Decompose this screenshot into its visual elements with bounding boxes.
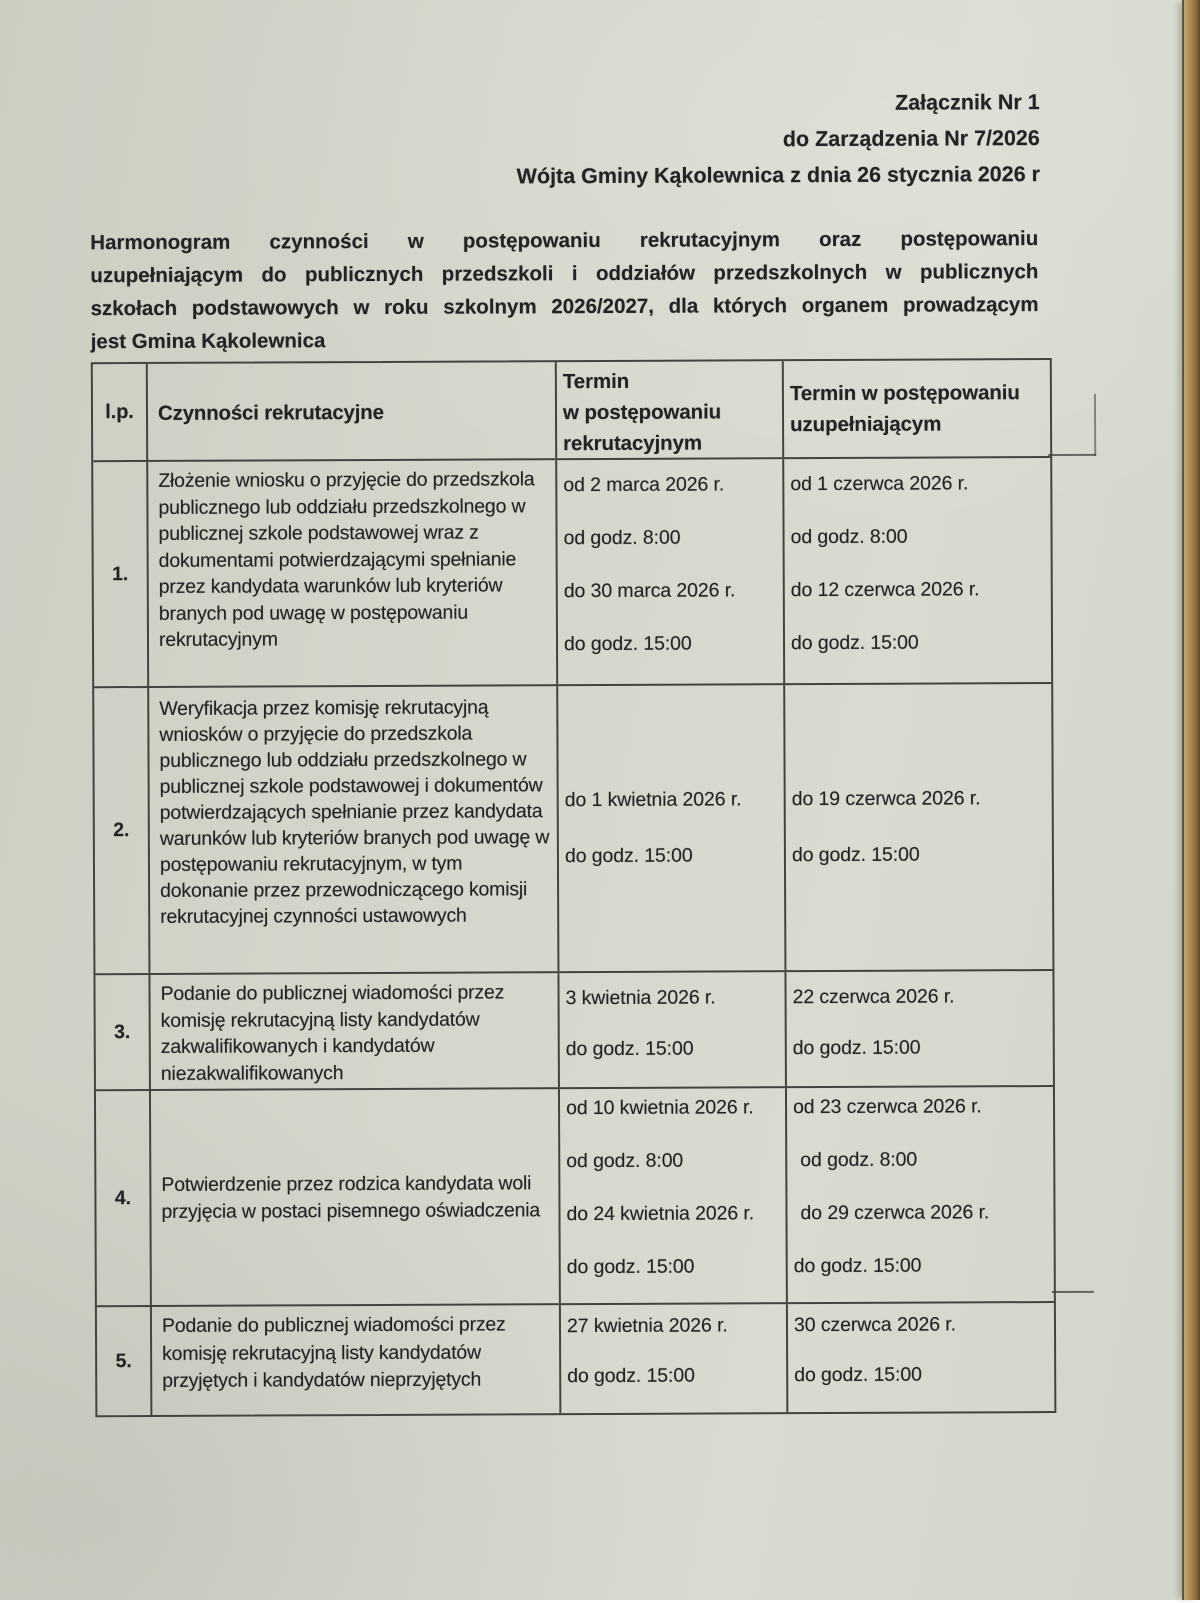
term-recruitment-cell xyxy=(559,1304,786,1413)
activity-cell: Złożenie wniosku o przyjęcie do przedszkola publicznego lub oddziału przedszkolnego w publicznej szkole podstawowej wraz z dokumentami potwierdzającymi spełnianie przez kandydata warunków lub kryteriów branych pod uwagę w postępowaniu rekrutacyjnym xyxy=(146,460,556,686)
date-line: 27 kwietnia 2026 r. xyxy=(566,1314,728,1338)
scan-artifact-line xyxy=(1048,454,1096,456)
date-line: do godz. 15:00 xyxy=(794,1363,922,1387)
table-row xyxy=(93,456,1051,686)
header-activities: Czynności rekrutacyjne xyxy=(146,362,555,460)
attachment-header xyxy=(0,84,1040,197)
date-line: od godz. 8:00 xyxy=(563,526,681,550)
table-row xyxy=(96,1085,1054,1305)
date-line: do godz. 15:00 xyxy=(791,843,920,867)
header-term-recruitment: Termin w postępowaniu rekrutacyjnym xyxy=(555,361,782,458)
header-lp: l.p. xyxy=(105,400,134,423)
title-line: uzupełniającym do publicznych przedszkoli i oddziałów przedszkolnych w publicznych xyxy=(90,260,1039,288)
date-line: od 23 czerwca 2026 r. xyxy=(792,1095,982,1119)
row-number: 1. xyxy=(112,562,129,585)
table-row xyxy=(97,1301,1054,1415)
term-supplementary-cell xyxy=(785,1087,1050,1302)
term-supplementary-cell xyxy=(784,971,1048,1086)
title-line: jest Gmina Kąkolewnica xyxy=(90,329,326,354)
date-line: od 1 czerwca 2026 r. xyxy=(790,472,969,496)
date-line: do 1 kwietnia 2026 r. xyxy=(564,788,742,812)
date-line: do godz. 15:00 xyxy=(790,631,919,655)
header-term-supplementary-text: Termin w postępowaniu uzupełniającym xyxy=(789,381,1020,437)
scan-artifact-line xyxy=(1094,394,1096,456)
activity-cell: Potwierdzenie przez rodzica kandydata woli przyjęcia w postaci pisemnego oświadczenia xyxy=(149,1089,559,1305)
date-line: 3 kwietnia 2026 r. xyxy=(565,986,716,1010)
date-line: do 29 czerwca 2026 r. xyxy=(800,1201,990,1225)
term-recruitment-cell xyxy=(557,972,784,1087)
date-line: do godz. 15:00 xyxy=(563,632,692,656)
ordinance-reference: do Zarządzenia Nr 7/2026 xyxy=(782,126,1040,152)
term-recruitment-cell xyxy=(555,459,783,684)
date-line: do 19 czerwca 2026 r. xyxy=(791,787,981,811)
scan-artifact-line xyxy=(1052,1291,1094,1293)
date-line: do godz. 15:00 xyxy=(792,1036,921,1060)
activity-cell: Podanie do publicznej wiadomości przez komisję rekrutacyjną listy kandydatów zakwalifikowanych i kandydatów niezakwalifikowanych xyxy=(148,973,557,1089)
row-number: 3. xyxy=(114,1020,131,1043)
row-number: 4. xyxy=(114,1186,132,1209)
schedule-table xyxy=(91,358,1057,1417)
date-line: do godz. 15:00 xyxy=(566,1255,695,1279)
date-line: do godz. 15:00 xyxy=(565,1037,694,1061)
term-recruitment-cell xyxy=(556,685,784,971)
date-line: 22 czerwca 2026 r. xyxy=(792,985,955,1009)
attachment-number: Załącznik Nr 1 xyxy=(895,90,1040,115)
date-line: 30 czerwca 2026 r. xyxy=(793,1313,956,1337)
title-line: Harmonogram czynności w postępowaniu rekrutacyjnym oraz postępowaniu xyxy=(90,227,1039,255)
date-line: do godz. 15:00 xyxy=(564,844,693,868)
table-row xyxy=(95,969,1052,1089)
desk-edge xyxy=(1182,0,1200,1600)
title-line: szkołach podstawowych w roku szkolnym 2026/2027, dla których organem prowadzącym xyxy=(90,293,1039,321)
term-recruitment-cell xyxy=(558,1088,786,1303)
date-line: do 12 czerwca 2026 r. xyxy=(790,578,980,602)
date-line: do 30 marca 2026 r. xyxy=(563,579,736,603)
table-row xyxy=(94,682,1052,973)
header-term-supplementary xyxy=(782,360,1046,457)
date-line: od godz. 8:00 xyxy=(566,1149,684,1173)
term-supplementary-cell xyxy=(783,684,1048,970)
term-supplementary-cell xyxy=(782,458,1047,683)
term-supplementary-cell xyxy=(786,1303,1050,1412)
row-number: 2. xyxy=(113,819,130,842)
activity-cell: Podanie do publicznej wiadomości przez komisję rekrutacyjną listy kandydatów przyjętych i kandydatów nieprzyjętych xyxy=(150,1305,559,1415)
date-line: do 24 kwietnia 2026 r. xyxy=(566,1202,755,1226)
date-line: do godz. 15:00 xyxy=(793,1254,922,1278)
document-title-paragraph xyxy=(90,222,1039,358)
issuing-authority: Wójta Gminy Kąkolewnica z dnia 26 stycznia 2026 r xyxy=(516,162,1041,189)
date-line: od 2 marca 2026 r. xyxy=(563,473,725,497)
date-line: od godz. 8:00 xyxy=(800,1148,918,1172)
date-line: do godz. 15:00 xyxy=(567,1364,695,1388)
date-line: od godz. 8:00 xyxy=(790,525,908,549)
row-number: 5. xyxy=(115,1349,132,1372)
activity-cell: Weryfikacja przez komisję rekrutacyjną wniosków o przyjęcie do przedszkola publicznego lub oddziału przedszkolnego w publicznej szkole podstawowej i dokumentów potwierdzających spełnianie przez kandydata warunków lub kryteriów branych pod uwagę w postępowaniu rekrutacyjnym, w tym dokonanie przez przewodniczącego komisji rekrutacyjnej czynności ustawowych xyxy=(147,686,557,973)
date-line: od 10 kwietnia 2026 r. xyxy=(565,1096,754,1120)
table-header-row xyxy=(93,360,1050,460)
